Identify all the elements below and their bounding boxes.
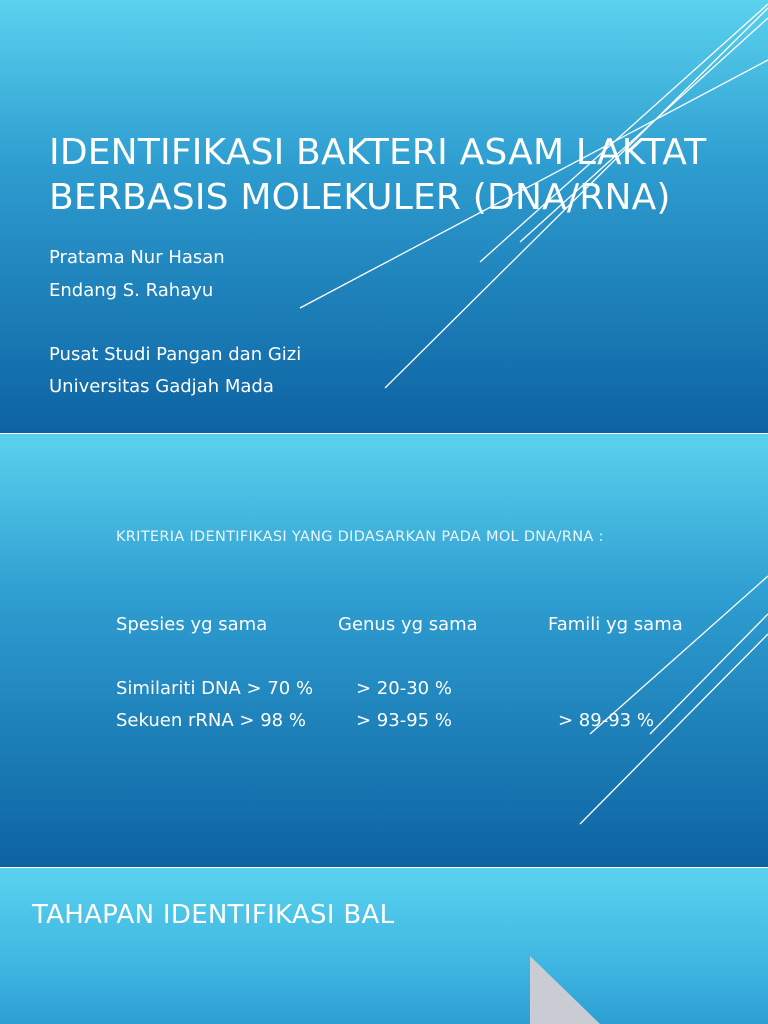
triangle-shape [530,956,630,1024]
criteria-cell: > 93-95 % [356,710,452,731]
title-slide [0,0,768,433]
slide-title: IDENTIFIKASI BAKTERI ASAM LAKTAT BERBASIS MOLEKULER (DNA/RNA) [49,132,707,218]
criteria-heading: KRITERIA IDENTIFIKASI YANG DIDASARKAN PADA MOL DNA/RNA : [116,529,604,545]
decorative-lines [0,434,768,867]
column-header: Spesies yg sama [116,614,268,635]
institution-line: Pusat Studi Pangan dan Gizi [49,344,302,365]
criteria-cell: > 20-30 % [356,678,452,699]
institution-line: Universitas Gadjah Mada [49,376,274,397]
slide-title: TAHAPAN IDENTIFIKASI BAL [32,900,395,930]
column-header: Genus yg sama [338,614,478,635]
criteria-cell: > 89-93 % [558,710,654,731]
stages-slide [0,868,768,1024]
author-name: Pratama Nur Hasan [49,247,225,268]
criteria-cell: Similariti DNA > 70 % [116,678,314,699]
criteria-slide [0,434,768,867]
criteria-cell: Sekuen rRNA > 98 % [116,710,306,731]
column-header: Famili yg sama [548,614,683,635]
author-name: Endang S. Rahayu [49,280,214,301]
